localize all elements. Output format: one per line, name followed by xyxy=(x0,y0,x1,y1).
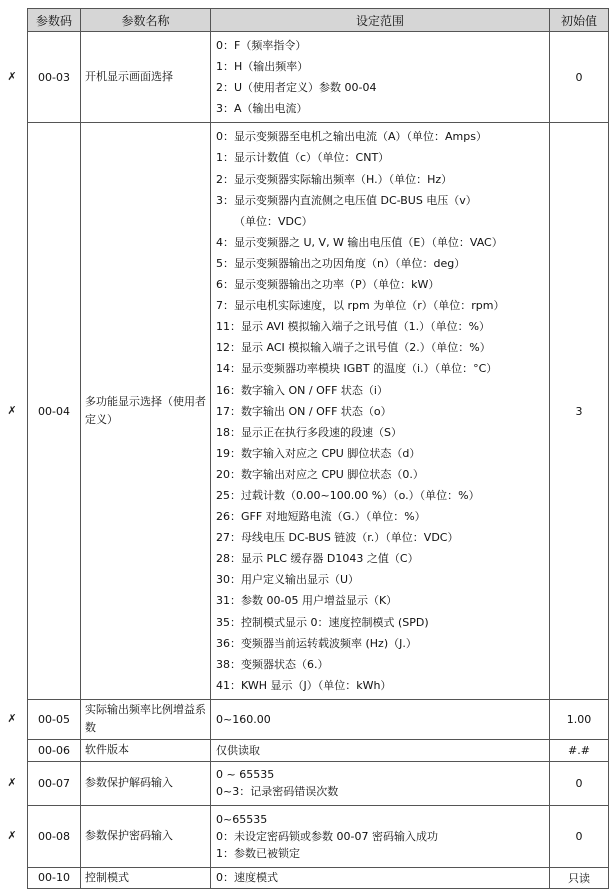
parameter-table xyxy=(27,8,609,889)
range-option: 2：U（使用者定义）参数 00-04 xyxy=(216,81,377,95)
range-option: 31：参数 00-05 用户增益显示（K） xyxy=(216,594,398,608)
range-option: （单位：VDC） xyxy=(234,214,313,228)
modify-marker-icon: ✗ xyxy=(7,404,17,418)
range-option: 26：GFF 对地短路电流（G.）（单位：%） xyxy=(216,510,426,524)
param-name: 控制模式 xyxy=(81,867,211,888)
modify-marker-icon: ✗ xyxy=(7,70,17,84)
param-init: 3 xyxy=(550,123,609,700)
param-init: 0 xyxy=(550,32,609,123)
header-name: 参数名称 xyxy=(81,9,211,32)
range-option: 35：控制模式显示 0：速度控制模式 (SPD) xyxy=(216,615,429,629)
range-option: 16：数字输入 ON / OFF 状态（i） xyxy=(216,383,388,397)
param-range xyxy=(211,739,550,761)
param-name: 参数保护解码输入 xyxy=(81,761,211,805)
param-range xyxy=(211,761,550,805)
table-row xyxy=(28,761,609,805)
param-name: 软件版本 xyxy=(81,739,211,761)
range-option: 0~3：记录密码错误次数 xyxy=(216,785,339,799)
range-option: 19：数字输入对应之 CPU 脚位状态（d） xyxy=(216,446,421,460)
range-option: 14：显示变频器功率模块 IGBT 的温度（i.）（单位：°C） xyxy=(216,362,498,376)
range-option: 41：KWH 显示（J）（单位：kWh） xyxy=(216,678,392,692)
range-option: 仅供读取 xyxy=(216,743,260,757)
range-option: 5：显示变频器输出之功因角度（n）（单位：deg） xyxy=(216,256,466,270)
range-option: 0~65535 xyxy=(216,812,268,826)
header-range: 设定范围 xyxy=(211,9,550,32)
param-init: #.# xyxy=(550,739,609,761)
modify-marker-icon: ✗ xyxy=(7,712,17,726)
param-code: 00-10 xyxy=(28,867,81,888)
param-code: 00-06 xyxy=(28,739,81,761)
param-range xyxy=(211,123,550,700)
param-code: 00-07 xyxy=(28,761,81,805)
modify-marker-icon: ✗ xyxy=(7,829,17,843)
header-row xyxy=(28,9,609,32)
range-option: 11：显示 AVI 模拟输入端子之讯号值（1.）（单位：%） xyxy=(216,320,491,334)
table-row xyxy=(28,699,609,739)
param-range xyxy=(211,805,550,867)
param-init: 1.00 xyxy=(550,699,609,739)
range-option: 25：过载计数（0.00~100.00 %）（o.）（单位：%） xyxy=(216,488,480,502)
table-row xyxy=(28,867,609,888)
range-option: 0：未设定密码锁或参数 00-07 密码输入成功 xyxy=(216,829,438,843)
param-init: 0 xyxy=(550,805,609,867)
range-option: 0：F（频率指令） xyxy=(216,39,307,52)
range-option: 27：母线电压 DC-BUS 链波（r.）（单位：VDC） xyxy=(216,531,459,545)
range-option: 2：显示变频器实际输出频率（H.）（单位：Hz） xyxy=(216,172,453,186)
param-code: 00-05 xyxy=(28,699,81,739)
param-code: 00-08 xyxy=(28,805,81,867)
table-row xyxy=(28,32,609,123)
range-option: 30：用户定义输出显示（U） xyxy=(216,573,360,587)
range-option: 6：显示变频器输出之功率（P）（单位：kW） xyxy=(216,278,440,292)
range-option: 38：变频器状态（6.） xyxy=(216,657,329,671)
param-range xyxy=(211,867,550,888)
param-range xyxy=(211,699,550,739)
param-init: 只读 xyxy=(550,867,609,888)
range-option: 0：显示变频器至电机之输出电流（A）（单位：Amps） xyxy=(216,130,487,144)
range-option: 18：显示正在执行多段速的段速（S） xyxy=(216,425,402,439)
table-row xyxy=(28,739,609,761)
table-row xyxy=(28,805,609,867)
range-option: 1：显示计数值（c）（单位：CNT） xyxy=(216,151,390,165)
range-option: 12：显示 ACI 模拟输入端子之讯号值（2.）（单位：%） xyxy=(216,341,491,355)
range-option: 28：显示 PLC 缓存器 D1043 之值（C） xyxy=(216,552,419,566)
param-code: 00-04 xyxy=(28,123,81,700)
range-option: 0~160.00 xyxy=(216,712,271,726)
param-name: 多功能显示选择（使用者定义） xyxy=(81,123,211,700)
param-code: 00-03 xyxy=(28,32,81,123)
header-init: 初始值 xyxy=(550,9,609,32)
range-option: 0：速度模式 xyxy=(216,871,278,885)
range-option: 7：显示电机实际速度，以 rpm 为单位（r）（单位：rpm） xyxy=(216,299,505,313)
range-option: 1：参数已被锁定 xyxy=(216,846,300,860)
range-option: 4：显示变频器之 U, V, W 输出电压值（E）（单位：VAC） xyxy=(216,235,503,249)
param-name: 开机显示画面选择 xyxy=(81,32,211,123)
table-row xyxy=(28,123,609,700)
param-range xyxy=(211,32,550,123)
param-name: 参数保护密码输入 xyxy=(81,805,211,867)
modify-marker-icon: ✗ xyxy=(7,776,17,790)
header-code: 参数码 xyxy=(28,9,81,32)
range-option: 1：H（输出频率） xyxy=(216,60,309,74)
range-option: 0 ~ 65535 xyxy=(216,768,275,782)
range-option: 3：显示变频器内直流侧之电压值 DC-BUS 电压（v） xyxy=(216,193,477,207)
range-option: 17：数字输出 ON / OFF 状态（o） xyxy=(216,404,392,418)
range-option: 3：A（输出电流） xyxy=(216,102,308,116)
range-option: 36：变频器当前运转载波频率 (Hz)（J.） xyxy=(216,636,417,650)
range-option: 20：数字输出对应之 CPU 脚位状态（0.） xyxy=(216,467,424,481)
param-name: 实际输出频率比例增益系数 xyxy=(81,699,211,739)
param-init: 0 xyxy=(550,761,609,805)
